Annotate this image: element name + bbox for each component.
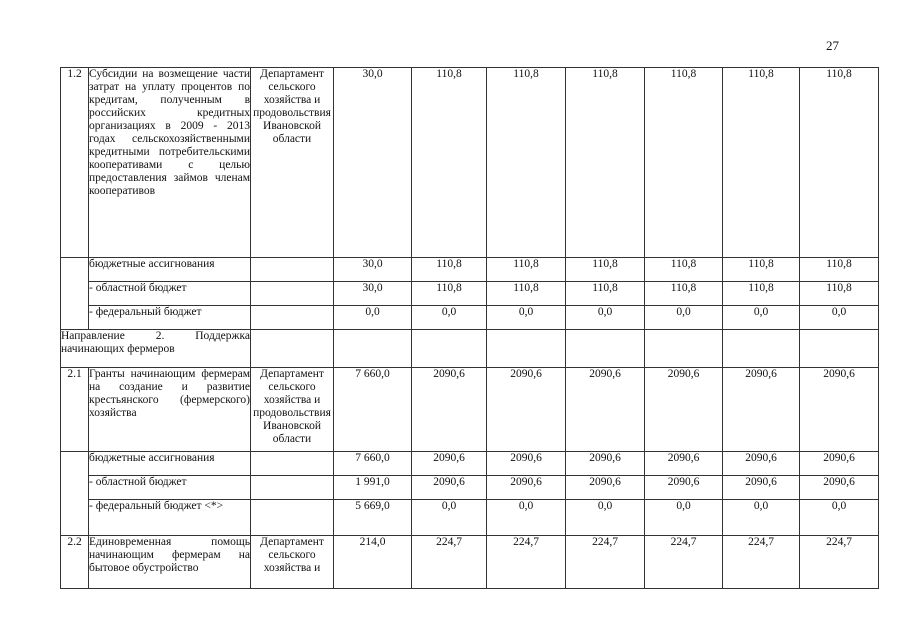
- measure-name: Субсидии на возмещение части затрат на уплату процентов по кредитам, полученным в российских кредитных организациях в 2009 - 2013 годах сельскохозяйственными кредитными потребительскими кооперативами с целью предоставления займов членам кооперативов: [89, 68, 251, 258]
- empty-cell: [412, 330, 487, 368]
- value-cell: 2090,6: [412, 452, 487, 476]
- measure-name: Единовременная помощь начинающим фермерам на бытовое обустройство: [89, 536, 251, 589]
- value-cell: 224,7: [645, 536, 723, 589]
- value-cell: 2090,6: [645, 368, 723, 452]
- department: [251, 452, 334, 476]
- value-cell: 214,0: [334, 536, 412, 589]
- value-cell: 1 991,0: [334, 476, 412, 500]
- value-cell: 0,0: [412, 306, 487, 330]
- department: Департамент сельского хозяйства и продовольствия Ивановской области: [251, 368, 334, 452]
- budget-line-label: - федеральный бюджет: [89, 306, 251, 330]
- value-cell: 110,8: [800, 282, 879, 306]
- empty-cell: [800, 330, 879, 368]
- section-heading: Направление 2. Поддержка начинающих фермеров: [61, 330, 251, 368]
- value-cell: 2090,6: [723, 476, 800, 500]
- value-cell: 2090,6: [645, 476, 723, 500]
- value-cell: 5 669,0: [334, 500, 412, 536]
- value-cell: 0,0: [723, 306, 800, 330]
- value-cell: 110,8: [645, 68, 723, 258]
- budget-line-label: - областной бюджет: [89, 476, 251, 500]
- value-cell: 110,8: [800, 258, 879, 282]
- value-cell: 2090,6: [566, 368, 645, 452]
- value-cell: 110,8: [723, 68, 800, 258]
- row-number: [61, 258, 89, 330]
- value-cell: 110,8: [412, 68, 487, 258]
- value-cell: 224,7: [487, 536, 566, 589]
- value-cell: 110,8: [645, 282, 723, 306]
- value-cell: 2090,6: [566, 476, 645, 500]
- value-cell: 0,0: [645, 306, 723, 330]
- table-row: [61, 368, 879, 452]
- value-cell: 110,8: [800, 68, 879, 258]
- value-cell: 110,8: [723, 258, 800, 282]
- table-row: [61, 282, 879, 306]
- department: Департамент сельского хозяйства и продовольствия Ивановской области: [251, 68, 334, 258]
- value-cell: 0,0: [487, 306, 566, 330]
- empty-cell: [723, 330, 800, 368]
- value-cell: 110,8: [487, 258, 566, 282]
- page-number: 27: [826, 38, 839, 53]
- department: [251, 500, 334, 536]
- budget-table: [60, 67, 879, 589]
- measure-name: Гранты начинающим фермерам на создание и развитие крестьянского (фермерского) хозяйства: [89, 368, 251, 452]
- value-cell: 30,0: [334, 68, 412, 258]
- value-cell: 110,8: [487, 68, 566, 258]
- department: [251, 282, 334, 306]
- value-cell: 2090,6: [412, 476, 487, 500]
- value-cell: 0,0: [487, 500, 566, 536]
- value-cell: 2090,6: [412, 368, 487, 452]
- value-cell: 2090,6: [800, 476, 879, 500]
- value-cell: 0,0: [412, 500, 487, 536]
- empty-cell: [251, 330, 334, 368]
- value-cell: 0,0: [800, 306, 879, 330]
- empty-cell: [645, 330, 723, 368]
- value-cell: 2090,6: [566, 452, 645, 476]
- value-cell: 224,7: [800, 536, 879, 589]
- budget-line-label: - областной бюджет: [89, 282, 251, 306]
- value-cell: 30,0: [334, 258, 412, 282]
- value-cell: 2090,6: [723, 368, 800, 452]
- department: [251, 306, 334, 330]
- budget-line-label: бюджетные ассигнования: [89, 452, 251, 476]
- value-cell: 2090,6: [487, 452, 566, 476]
- table-row: [61, 306, 879, 330]
- value-cell: 110,8: [566, 68, 645, 258]
- value-cell: 7 660,0: [334, 452, 412, 476]
- table-row: [61, 500, 879, 536]
- value-cell: 0,0: [800, 500, 879, 536]
- value-cell: 0,0: [645, 500, 723, 536]
- empty-cell: [334, 330, 412, 368]
- department: [251, 258, 334, 282]
- department: [251, 476, 334, 500]
- empty-cell: [566, 330, 645, 368]
- empty-cell: [487, 330, 566, 368]
- value-cell: 0,0: [566, 500, 645, 536]
- table-row: [61, 536, 879, 589]
- value-cell: 110,8: [412, 258, 487, 282]
- value-cell: 110,8: [487, 282, 566, 306]
- value-cell: 110,8: [723, 282, 800, 306]
- row-number: 1.2: [61, 68, 89, 258]
- value-cell: 0,0: [334, 306, 412, 330]
- row-number: 2.1: [61, 368, 89, 452]
- value-cell: 110,8: [645, 258, 723, 282]
- table-row: [61, 452, 879, 476]
- budget-line-label: бюджетные ассигнования: [89, 258, 251, 282]
- value-cell: 110,8: [412, 282, 487, 306]
- value-cell: 2090,6: [800, 368, 879, 452]
- value-cell: 110,8: [566, 282, 645, 306]
- value-cell: 224,7: [723, 536, 800, 589]
- value-cell: 30,0: [334, 282, 412, 306]
- table-row: [61, 330, 879, 368]
- row-number: 2.2: [61, 536, 89, 589]
- table-row: [61, 68, 879, 258]
- budget-line-label: - федеральный бюджет <*>: [89, 500, 251, 536]
- row-number: [61, 452, 89, 536]
- value-cell: 2090,6: [487, 368, 566, 452]
- value-cell: 7 660,0: [334, 368, 412, 452]
- value-cell: 224,7: [412, 536, 487, 589]
- value-cell: 2090,6: [487, 476, 566, 500]
- value-cell: 0,0: [566, 306, 645, 330]
- table-row: [61, 258, 879, 282]
- table-row: [61, 476, 879, 500]
- value-cell: 0,0: [723, 500, 800, 536]
- department: Департамент сельского хозяйства и: [251, 536, 334, 589]
- value-cell: 2090,6: [800, 452, 879, 476]
- value-cell: 2090,6: [645, 452, 723, 476]
- value-cell: 224,7: [566, 536, 645, 589]
- value-cell: 110,8: [566, 258, 645, 282]
- value-cell: 2090,6: [723, 452, 800, 476]
